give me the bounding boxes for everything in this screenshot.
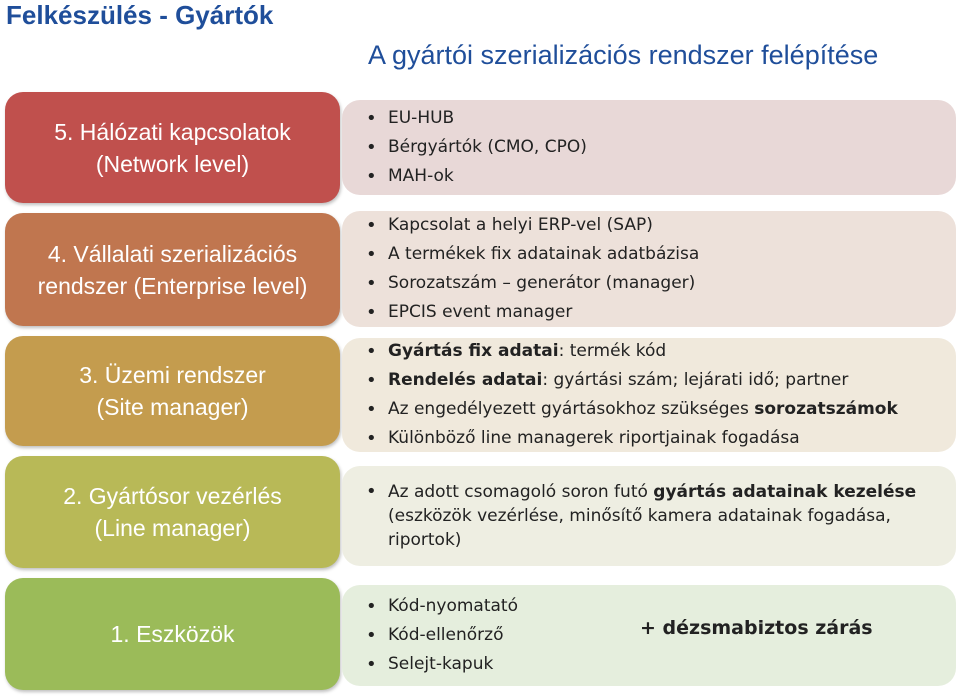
bold-label: gyártás adatainak kezelése — [653, 482, 917, 502]
level-label-line2: (Line manager) — [94, 515, 251, 541]
level-label-line1: 5. Hálózati kapcsolatok — [54, 118, 291, 145]
list-item: • Bérgyártók (CMO, CPO) — [366, 133, 956, 162]
slide-title: Felkészülés - Gyártók — [6, 0, 274, 30]
item-text-continued: (eszközök vezérlése, minősítő kamera adatainak fogadása, — [388, 506, 891, 526]
level-box-devices — [5, 578, 340, 690]
list-item: • EPCIS event manager — [366, 298, 956, 327]
detail-panel-network — [342, 100, 956, 195]
level-label-line1: 1. Eszközök — [110, 621, 235, 647]
level-label-line2: rendszer (Enterprise level) — [37, 272, 308, 299]
list-item — [366, 480, 956, 504]
detail-panel-enterprise — [342, 211, 956, 327]
list-item: • Selejt-kapuk — [366, 650, 956, 679]
level-box-network — [5, 92, 340, 203]
list-item — [366, 366, 956, 395]
level-box-enterprise — [5, 213, 340, 326]
list-item: • Kód-nyomatató — [366, 592, 956, 621]
list-item: • EU-HUB — [366, 104, 956, 133]
level-label-line1: 2. Gyártósor vezérlés — [63, 483, 282, 509]
bold-label: Rendelés adatai — [388, 370, 543, 390]
level-label-line2: (Site manager) — [96, 394, 249, 420]
level-label-line2: (Network level) — [95, 150, 250, 177]
detail-panel-site — [342, 338, 956, 452]
list-item: • Sorozatszám – generátor (manager) — [366, 269, 956, 298]
level-box-site — [5, 336, 340, 446]
list-item: • Különböző line managerek riportjainak fogadása — [366, 424, 956, 453]
item-text: : termék kód — [558, 341, 667, 361]
bold-label: sorozatszámok — [754, 399, 898, 419]
detail-panel-line — [342, 466, 956, 566]
item-text: Az adott csomagoló soron futó — [388, 482, 654, 502]
list-item — [366, 337, 956, 366]
list-item — [366, 395, 956, 424]
bold-label: Gyártás fix adatai — [388, 341, 559, 361]
list-item: • MAH-ok — [366, 162, 956, 191]
item-text: Az engedélyezett gyártásokhoz szükséges — [388, 399, 755, 419]
level-box-line — [5, 456, 340, 568]
level-label-line1: 4. Vállalati szerializációs — [47, 240, 298, 267]
list-item: • A termékek fix adatainak adatbázisa — [366, 240, 956, 269]
tamper-seal-note: + dézsmabiztos zárás — [640, 617, 873, 639]
list-item: • Kód-ellenőrző — [366, 621, 956, 650]
item-text-continued: riportok) — [388, 530, 462, 550]
level-label-line1: 3. Üzemi rendszer — [79, 362, 266, 388]
item-text: : gyártási szám; lejárati idő; partner — [542, 370, 849, 390]
diagram-subtitle: A gyártói szerializációs rendszer felépítése — [368, 40, 879, 70]
list-item: • Kapcsolat a helyi ERP-vel (SAP) — [366, 211, 956, 240]
